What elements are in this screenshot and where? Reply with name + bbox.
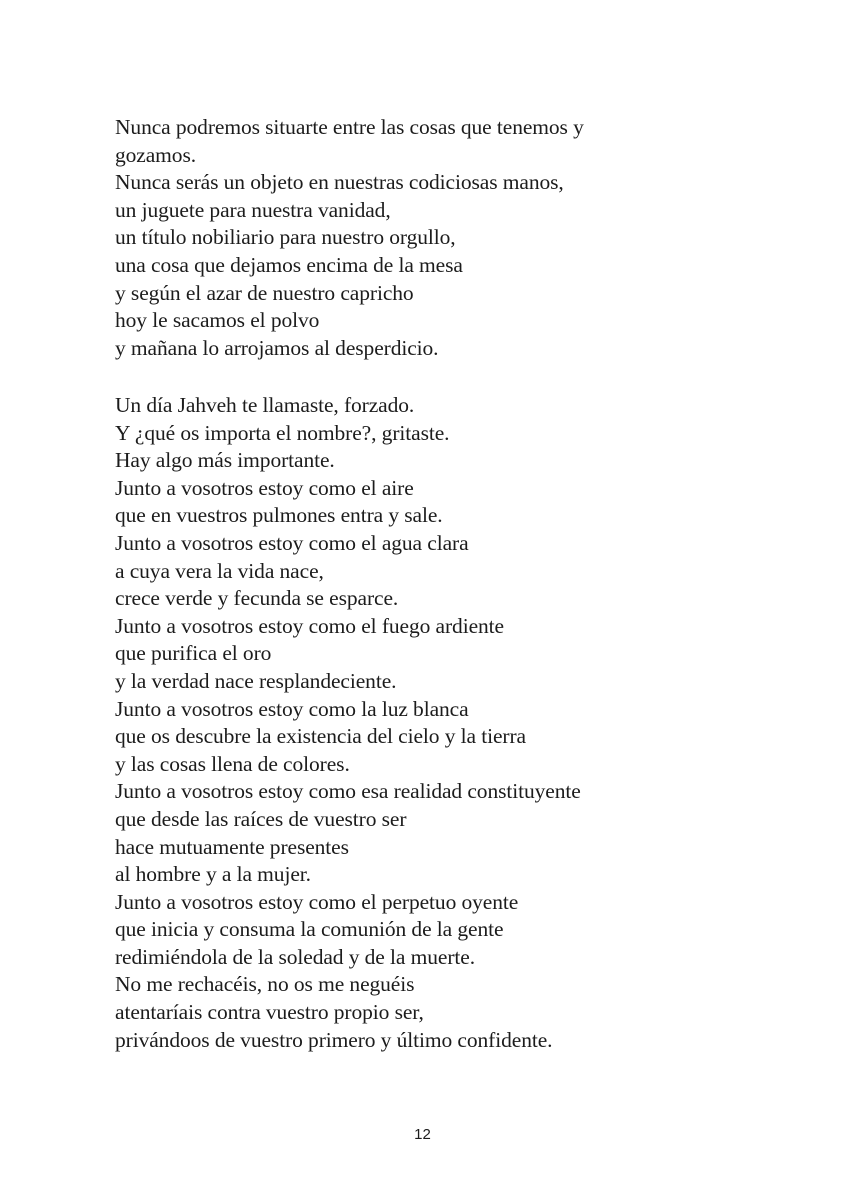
page-number: 12 (414, 1126, 431, 1143)
poem-line: que os descubre la existencia del cielo y la tierra (115, 724, 526, 749)
poem-line: redimiéndola de la soledad y de la muerte. (115, 944, 475, 969)
poem-line: Junto a vosotros estoy como el aire (115, 475, 414, 500)
poem-line: hace mutuamente presentes (115, 834, 349, 859)
poem-line: privándoos de vuestro primero y último confidente. (115, 1027, 553, 1052)
poem-line: un título nobiliario para nuestro orgullo, (115, 225, 456, 250)
poem-line: Nunca podremos situarte entre las cosas que tenemos y (115, 115, 584, 139)
poem-line: Junto a vosotros estoy como esa realidad constituyente (115, 779, 581, 804)
poem-line: que inicia y consuma la comunión de la gente (115, 917, 504, 942)
poem-line: un juguete para nuestra vanidad, (115, 197, 391, 222)
poem-line: crece verde y fecunda se esparce. (115, 586, 399, 611)
poem-line: Junto a vosotros estoy como el agua clara (115, 530, 469, 555)
poem-line: Hay algo más importante. (115, 448, 335, 473)
poem-line: Junto a vosotros estoy como el perpetuo oyente (115, 889, 519, 914)
poem-line: Junto a vosotros estoy como el fuego ardiente (115, 613, 504, 638)
poem-line: atentaríais contra vuestro propio ser, (115, 1000, 424, 1025)
poem-line: una cosa que dejamos encima de la mesa (115, 252, 463, 277)
poem-line: a cuya vera la vida nace, (115, 558, 324, 583)
poem-stanza-2 (115, 392, 581, 1054)
poem-line: que desde las raíces de vuestro ser (115, 806, 407, 831)
poem-line: y las cosas llena de colores. (115, 751, 350, 776)
poem-line: al hombre y a la mujer. (115, 862, 311, 887)
poem-line: Junto a vosotros estoy como la luz blanca (115, 696, 469, 721)
poem-line: y según el azar de nuestro capricho (115, 280, 414, 305)
poem-line: Nunca serás un objeto en nuestras codiciosas manos, (115, 170, 564, 195)
poem-line: gozamos. (115, 142, 197, 167)
poem-line: que en vuestros pulmones entra y sale. (115, 503, 443, 528)
poem-line: hoy le sacamos el polvo (115, 308, 320, 333)
poem-line: Y ¿qué os importa el nombre?, gritaste. (115, 420, 450, 445)
poem-line: Un día Jahveh te llamaste, forzado. (115, 393, 415, 417)
poem-line: y la verdad nace resplandeciente. (115, 668, 397, 693)
poem-line: No me rechacéis, no os me neguéis (115, 972, 415, 997)
poem-line: que purifica el oro (115, 641, 272, 666)
poem-line: y mañana lo arrojamos al desperdicio. (115, 335, 439, 360)
poem-stanza-1 (115, 114, 584, 362)
